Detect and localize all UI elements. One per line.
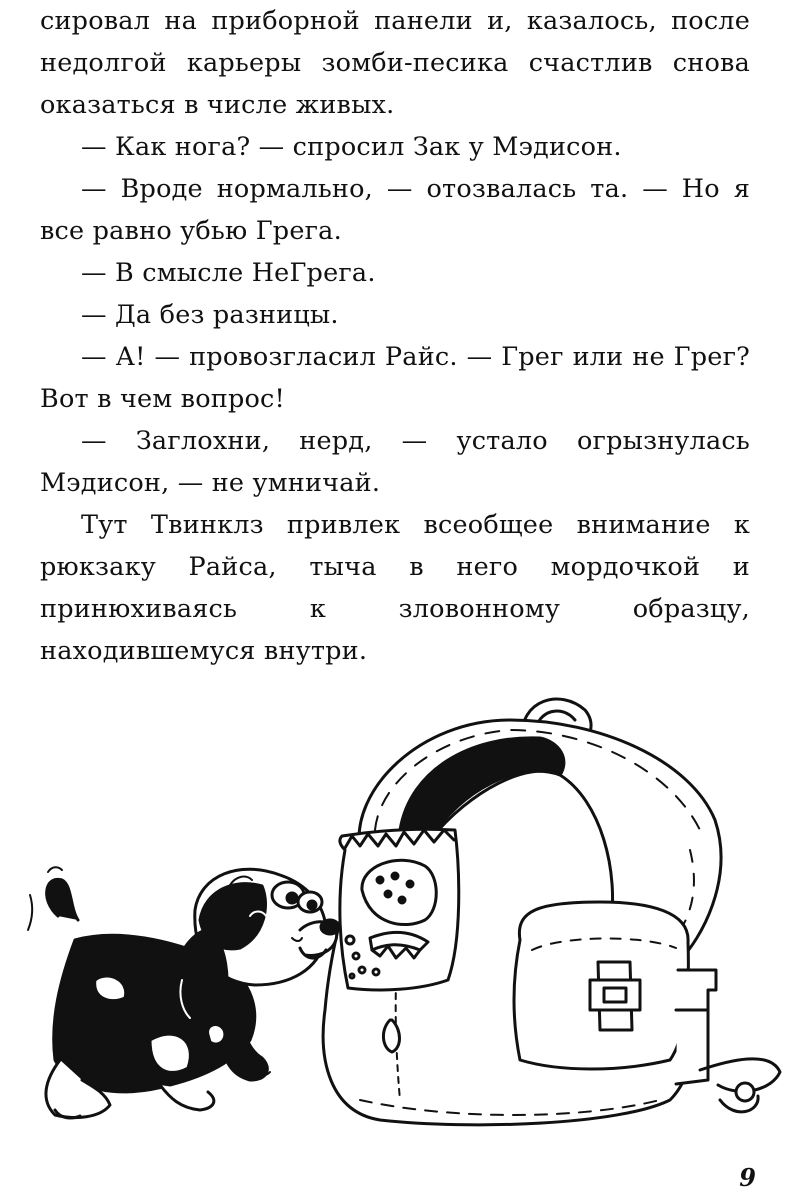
paragraph: Тут Твинклз привлек всеобщее внимание к рюкзаку Райса, тыча в него мордочкой и принюхиваясь к зловонному образцу, находившемуся внутри. xyxy=(40,510,750,666)
paragraph: — Вроде нормально, — отозвалась та. — Но я все равно убью Грега. xyxy=(40,174,750,246)
body-text xyxy=(40,0,750,672)
paragraph: — Да без разницы. xyxy=(81,300,339,330)
paragraph: сировал на приборной панели и, казалось, после недолгой карьеры зомби-песика счастлив снова оказаться в числе живых. xyxy=(40,6,750,120)
specimen-bag xyxy=(340,829,459,990)
dog xyxy=(28,867,339,1118)
dog-backpack-illustration xyxy=(0,680,810,1160)
page-number: 9 xyxy=(739,1163,756,1192)
paragraph: — В смысле НеГрега. xyxy=(81,258,376,288)
paragraph: — Заглохни, нерд, — устало огрызнулась Мэдисон, — не умничай. xyxy=(40,426,750,498)
paragraph: — А! — провозгласил Райс. — Грег или не Грег? Вот в чем вопрос! xyxy=(40,342,750,414)
paragraph: — Как нога? — спросил Зак у Мэдисон. xyxy=(81,132,622,162)
